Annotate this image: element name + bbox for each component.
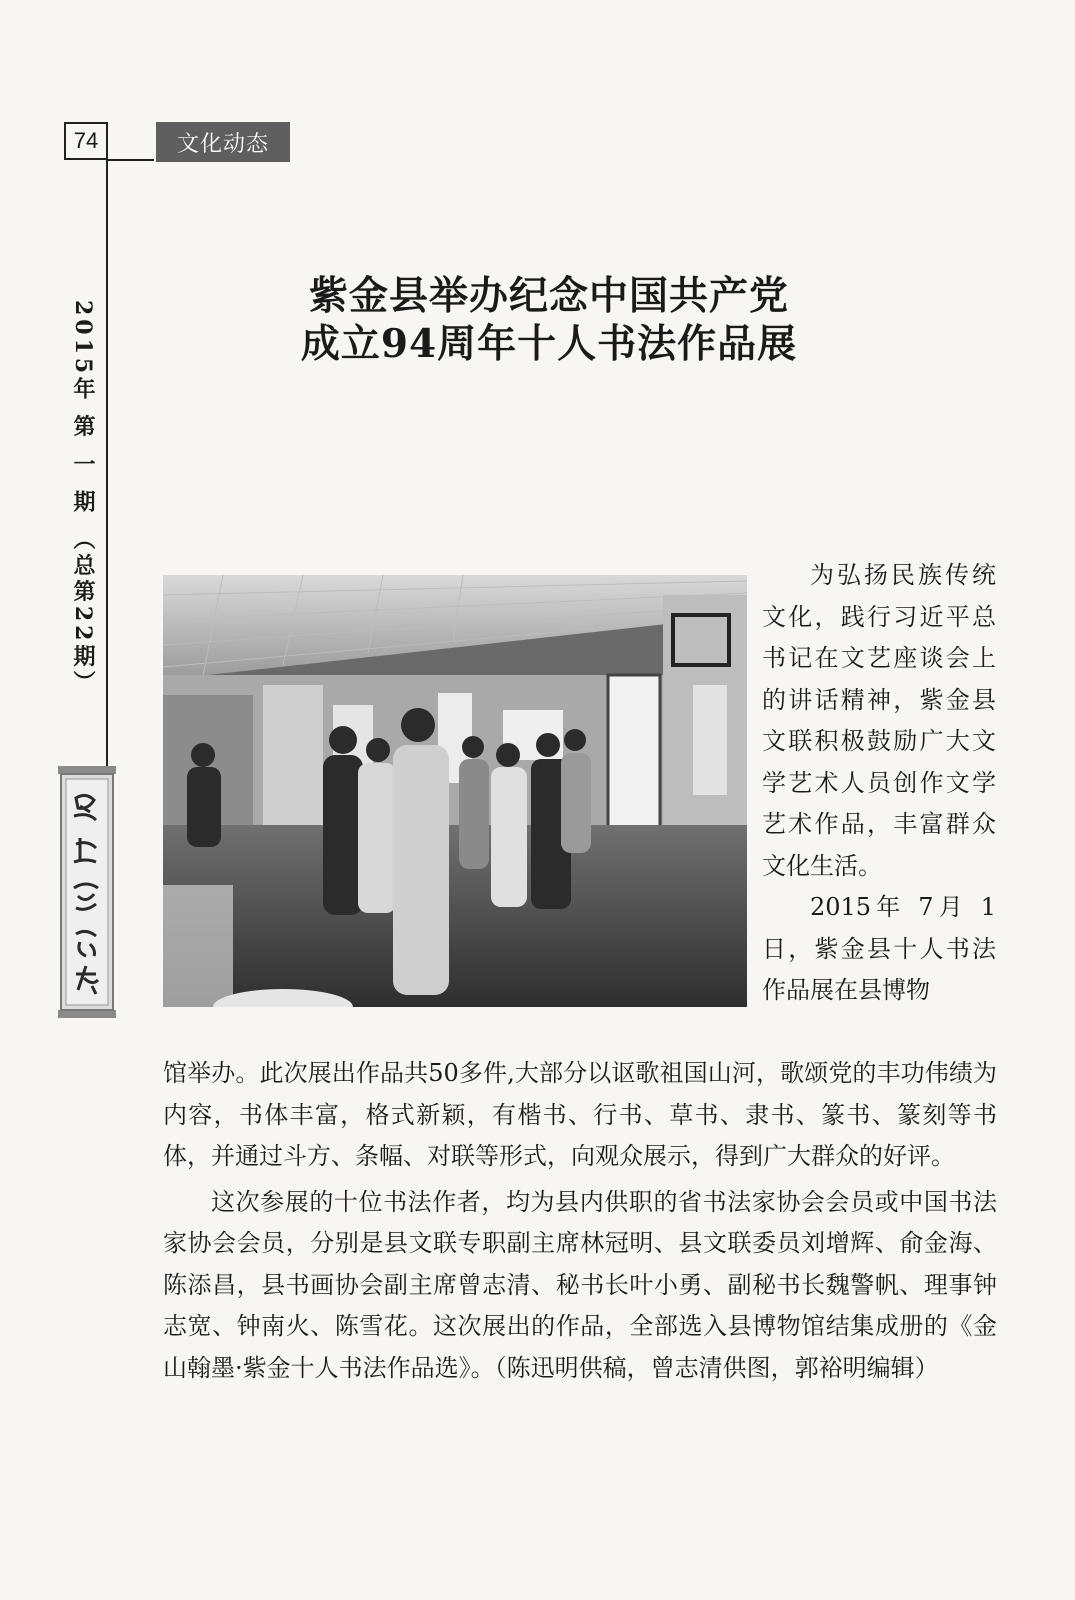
header-rule — [106, 159, 154, 161]
page-number: 74 — [64, 122, 108, 160]
exhibition-photo — [163, 575, 747, 1007]
title-line-2: 成立94周年十人书法作品展 — [300, 321, 798, 367]
journal-logo-scroll — [56, 766, 118, 1018]
article-title — [160, 272, 938, 368]
article-body — [163, 1053, 997, 1389]
issue-info: 2015年 第 一 期 （总第22期） — [70, 300, 96, 697]
section-tag: 文化动态 — [156, 122, 290, 162]
paragraph-3: 这次参展的十位书法作者，均为县内供职的省书法家协会会员或中国书法家协会会员，分别是县文联专职副主席林冠明、县文联委员刘增辉、俞金海、陈添昌，县书画协会副主席曾志清、秘书长叶小勇、副秘书长魏警帆、理事钟志宽、钟南火、陈雪花。这次展出的作品，全部选入县博物馆结集成册的《金山翰墨·紫金十人书法作品选》。（陈迅明供稿，曾志清供图，郭裕明编辑） — [163, 1187, 997, 1382]
paragraph-1: 为弘扬民族传统文化，践行习近平总书记在文艺座谈会上的讲话精神，紫金县文联积极鼓励广大文学艺术人员创作文学艺术作品，丰富群众文化生活。 — [762, 561, 996, 880]
margin-rule — [106, 159, 108, 771]
paragraph-2-continued: 馆举办。此次展出作品共50多件,大部分以讴歌祖国山河，歌颂党的丰功伟绩为内容，书体丰富，格式新颖，有楷书、行书、草书、隶书、篆书、篆刻等书体，并通过斗方、条幅、对联等形式，向观众展示，得到广大群众的好评。 — [163, 1059, 997, 1170]
wrapped-column — [762, 555, 996, 1012]
title-line-1: 紫金县举办纪念中国共产党 — [308, 273, 789, 319]
paragraph-2-start: 2015年 7月 1日，紫金县十人书法作品展在县博物 — [762, 893, 996, 1004]
